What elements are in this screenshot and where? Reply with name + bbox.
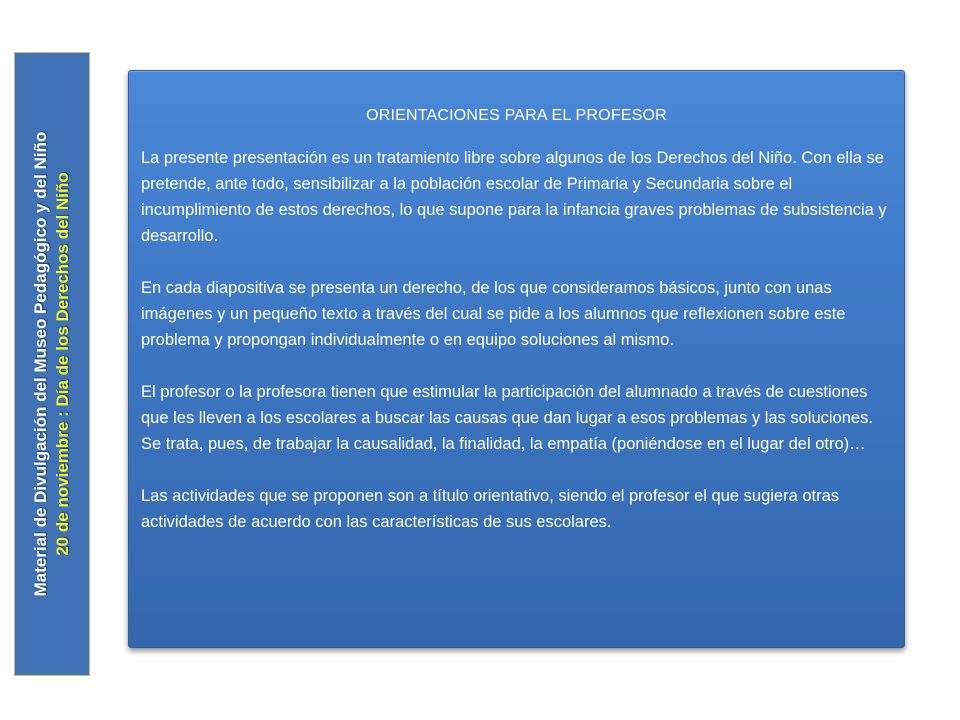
paragraph-activities: Las actividades que se proponen son a título orientativo, siendo el profesor el que sugiera otras actividades de acuerdo con las características de sus escolares. bbox=[141, 487, 840, 531]
banner-museum-line: Material de Divulgación del Museo Pedagógico y del Niño bbox=[31, 131, 50, 597]
side-banner-text bbox=[30, 54, 74, 674]
banner-date-line: 20 de noviembre : Día de los Derechos del Niño bbox=[53, 172, 72, 556]
paragraph-intro: La presente presentación es un tratamiento libre sobre algunos de los Derechos del Niño. Con ella se pretende, ante todo, sensibilizar a la población escolar de Primaria y Secundaria sobre el incumplimiento de estos derechos, lo que supone para la infancia graves problemas de subsistencia y desarrollo. bbox=[141, 149, 887, 245]
paragraph-slides: En cada diapositiva se presenta un derecho, de los que consideramos básicos, junto con unas imágenes y un pequeño texto a través del cual se pide a los alumnos que reflexionen sobre este problema y propongan individualmente o en equipo soluciones al mismo. bbox=[141, 279, 846, 349]
guidelines-box bbox=[128, 70, 905, 648]
side-banner bbox=[14, 52, 90, 676]
paragraph-teacher-role: El profesor o la profesora tienen que estimular la participación del alumnado a través de cuestiones que les lleven a los escolares a buscar las causas que dan lugar a esos problemas y las soluciones. Se trata, pues, de trabajar la causalidad, la finalidad, la empatía (poniéndose en el lugar del otro)… bbox=[141, 383, 873, 453]
guidelines-title: ORIENTACIONES PARA EL PROFESOR bbox=[366, 107, 667, 124]
